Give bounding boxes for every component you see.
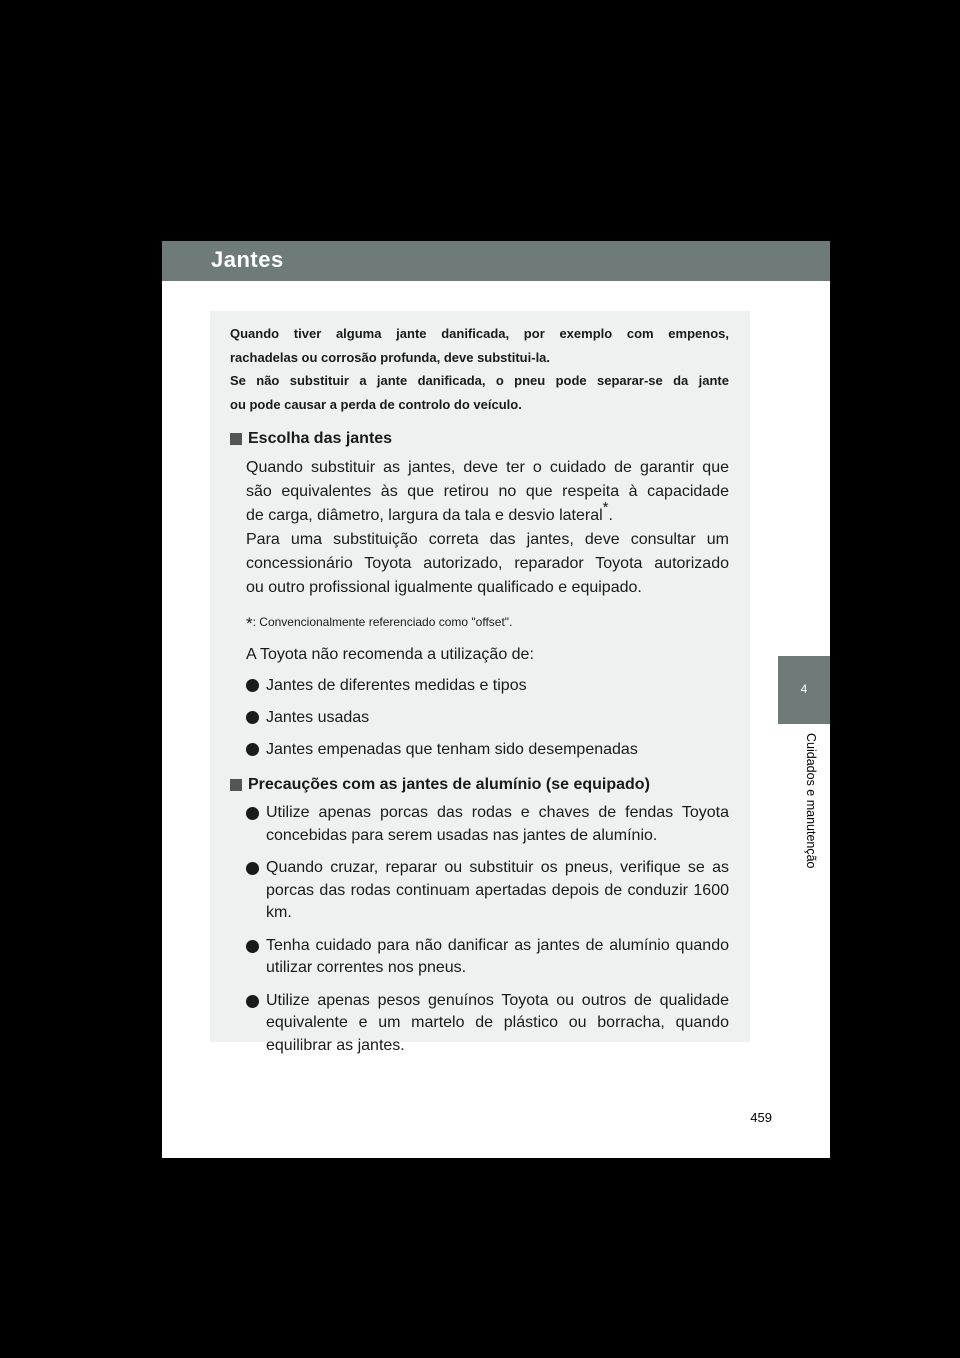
bullet-dot-icon (246, 711, 259, 724)
bullet-dot-icon (246, 743, 259, 756)
paragraph-line: ou outro profissional igualmente qualificado e equipado. (246, 579, 642, 596)
paragraph-line: Quando substituir as jantes, deve ter o cuidado de garantir que (246, 459, 729, 476)
asterisk-icon: * (602, 498, 609, 516)
square-bullet-icon (230, 433, 242, 445)
list-item-text: Jantes empenadas que tenham sido desempenadas (266, 741, 638, 758)
bullet-list-not-recommended (230, 674, 729, 762)
list-lead: A Toyota não recomenda a utilização de: (246, 646, 534, 663)
asterisk-icon: * (246, 614, 253, 633)
title-bar (162, 241, 830, 281)
list-item-text: Utilize apenas porcas das rodas e chaves de fendas Toyota concebidas para serem usadas nas jantes de alumínio. (266, 804, 729, 844)
list-item (246, 738, 729, 762)
paragraph-line: Para uma substituição correta das jantes, deve consultar um (246, 531, 729, 548)
paragraph-line-end: . (608, 507, 613, 524)
list-item (246, 674, 729, 698)
intro-warning (230, 322, 729, 416)
content-box (210, 311, 750, 1054)
list-item-text: Jantes de diferentes medidas e tipos (266, 677, 527, 694)
list-item (246, 857, 729, 925)
bullet-dot-icon (246, 862, 259, 875)
intro-line: rachadelas ou corrosão profunda, deve substitui-la. (230, 349, 551, 365)
paragraph-line: concessionário Toyota autorizado, reparador Toyota autorizado (246, 555, 729, 572)
list-item (246, 802, 729, 847)
list-item-text: Jantes usadas (266, 709, 370, 726)
section-heading-text: Precauções com as jantes de alumínio (se equipado) (248, 776, 650, 793)
bullet-list-precautions (230, 802, 729, 1057)
paragraph-replacement (230, 456, 729, 600)
footnote (230, 612, 729, 631)
list-item (246, 935, 729, 980)
square-bullet-icon (230, 779, 242, 791)
paragraph-line: são equivalentes às que retirou no que respeita à capacidade (246, 483, 729, 500)
section-heading-wheel-choice (230, 428, 729, 450)
chapter-tab (778, 656, 830, 724)
list-item-text: Tenha cuidado para não danificar as jantes de alumínio quando utilizar correntes nos pneus. (266, 936, 729, 976)
list-item-text: Utilize apenas pesos genuínos Toyota ou outros de qualidade equivalente e um martelo de plástico ou borracha, quando equilibrar as jantes. (266, 991, 729, 1054)
page-title: Jantes (211, 247, 284, 272)
bullet-dot-icon (246, 807, 259, 820)
page-number: 459 (750, 1110, 772, 1125)
intro-line: Se não substituir a jante danificada, o pneu pode separar-se da jante (230, 373, 729, 388)
intro-line: ou pode causar a perda de controlo do veículo. (230, 396, 522, 412)
list-item (246, 706, 729, 730)
section-heading-aluminium-precautions (230, 774, 729, 796)
bullet-dot-icon (246, 679, 259, 692)
bullet-dot-icon (246, 940, 259, 953)
paragraph-line-text: de carga, diâmetro, largura da tala e desvio lateral (246, 507, 603, 524)
intro-line: Quando tiver alguma jante danificada, por exemplo com empenos, (230, 326, 729, 341)
chapter-number: 4 (800, 682, 808, 696)
list-item (246, 990, 729, 1058)
bullet-dot-icon (246, 995, 259, 1008)
chapter-label: Cuidados e manutenção (804, 733, 818, 869)
section-heading-text: Escolha das jantes (248, 430, 393, 447)
manual-page (162, 241, 830, 1158)
paragraph-line (246, 498, 729, 528)
footnote-text: : Convencionalmente referenciado como "offset". (252, 615, 513, 629)
list-item-text: Quando cruzar, reparar ou substituir os pneus, verifique se as porcas das rodas continuam apertadas depois de conduzir 1600 km. (266, 859, 729, 921)
